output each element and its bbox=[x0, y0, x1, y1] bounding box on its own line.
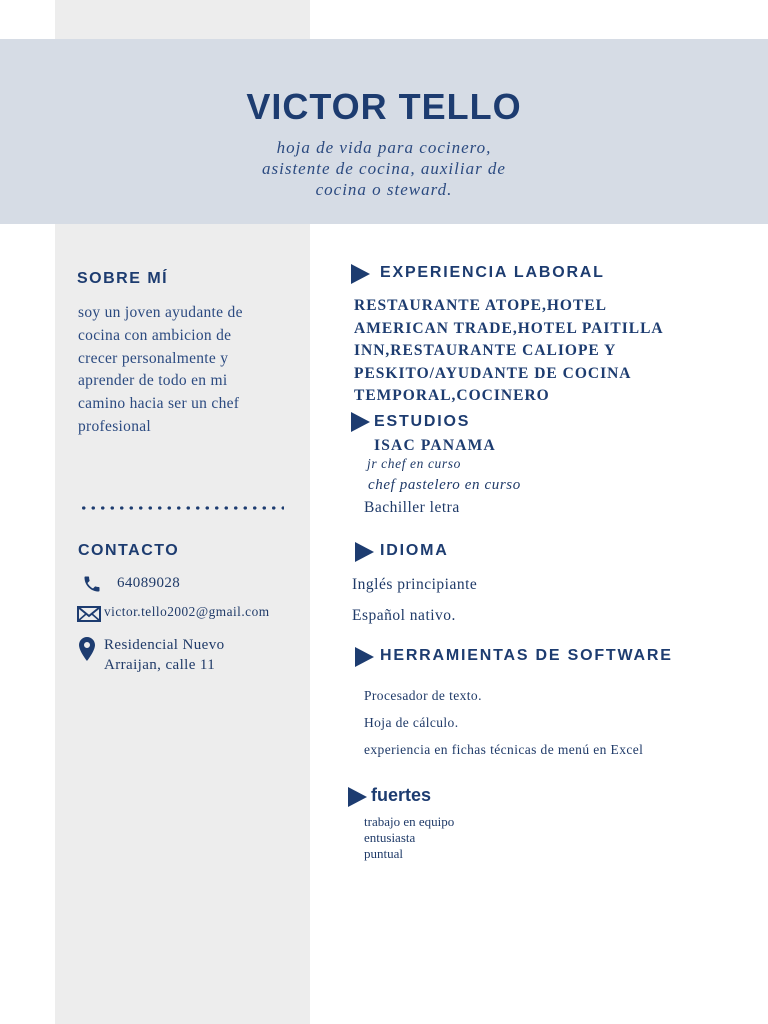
software-heading: HERRAMIENTAS DE SOFTWARE bbox=[380, 647, 673, 664]
language-item: Inglés principiante bbox=[352, 576, 478, 593]
strength-item: puntual bbox=[364, 846, 403, 861]
experience-text bbox=[354, 295, 684, 408]
triangle-arrow-icon bbox=[355, 647, 374, 667]
address-line: Residencial Nuevo bbox=[104, 637, 225, 653]
about-line: crecer personalmente y bbox=[78, 349, 229, 367]
phone-icon bbox=[82, 574, 104, 596]
about-line: profesional bbox=[78, 417, 152, 435]
about-heading: SOBRE MÍ bbox=[77, 270, 169, 287]
triangle-arrow-icon bbox=[355, 542, 374, 562]
email-address: victor.tello2002@gmail.com bbox=[104, 604, 270, 619]
experience-heading: EXPERIENCIA LABORAL bbox=[380, 264, 605, 281]
experience-line: TEMPORAL,COCINERO bbox=[354, 387, 550, 405]
address-row bbox=[78, 636, 225, 675]
language-item: Español nativo. bbox=[352, 607, 456, 624]
address bbox=[104, 636, 225, 675]
triangle-arrow-icon bbox=[348, 787, 367, 807]
software-item: Procesador de texto. bbox=[364, 688, 482, 703]
software-item: Hoja de cálculo. bbox=[364, 715, 459, 730]
study-item: jr chef en curso bbox=[367, 456, 461, 471]
phone-row bbox=[82, 574, 180, 596]
triangle-arrow-icon bbox=[351, 412, 370, 432]
experience-line: PESKITO/AYUDANTE DE COCINA bbox=[354, 364, 632, 382]
strength-item: entusiasta bbox=[364, 830, 416, 845]
location-pin-icon bbox=[78, 636, 96, 658]
triangle-arrow-icon bbox=[351, 264, 370, 284]
phone-number: 64089028 bbox=[117, 575, 181, 591]
dotted-divider bbox=[79, 505, 284, 511]
contact-heading: CONTACTO bbox=[78, 542, 180, 559]
subtitle-line: asistente de cocina, auxiliar de bbox=[262, 159, 506, 178]
email-row bbox=[77, 604, 270, 626]
strength-item: trabajo en equipo bbox=[364, 814, 455, 829]
school-name: ISAC PANAMA bbox=[374, 437, 496, 454]
about-line: camino hacia ser un chef bbox=[78, 395, 240, 413]
address-line: Arraijan, calle 11 bbox=[104, 656, 216, 673]
about-line: aprender de todo en mi bbox=[78, 372, 228, 390]
about-text bbox=[78, 302, 303, 439]
software-item: experiencia en fichas técnicas de menú en Excel bbox=[364, 742, 644, 757]
candidate-name: VICTOR TELLO bbox=[246, 86, 522, 127]
experience-line: AMERICAN TRADE,HOTEL PAITILLA bbox=[354, 319, 664, 337]
experience-line: RESTAURANTE ATOPE,HOTEL bbox=[354, 297, 607, 314]
about-line: soy un joven ayudante de bbox=[78, 304, 243, 321]
subtitle-line: hoja de vida para cocinero, bbox=[276, 138, 492, 157]
language-heading: IDIOMA bbox=[380, 542, 449, 559]
about-line: cocina con ambicion de bbox=[78, 326, 232, 344]
studies-heading: ESTUDIOS bbox=[374, 413, 471, 430]
study-item: chef pastelero en curso bbox=[368, 477, 521, 493]
strengths-heading: fuertes bbox=[371, 785, 432, 805]
strengths-list bbox=[364, 814, 454, 862]
bachelor-degree: Bachiller letra bbox=[364, 499, 460, 516]
subtitle-line: cocina o steward. bbox=[315, 180, 453, 199]
envelope-icon bbox=[77, 604, 101, 626]
experience-line: INN,RESTAURANTE CALIOPE Y bbox=[354, 342, 617, 360]
resume-subtitle bbox=[0, 137, 768, 200]
